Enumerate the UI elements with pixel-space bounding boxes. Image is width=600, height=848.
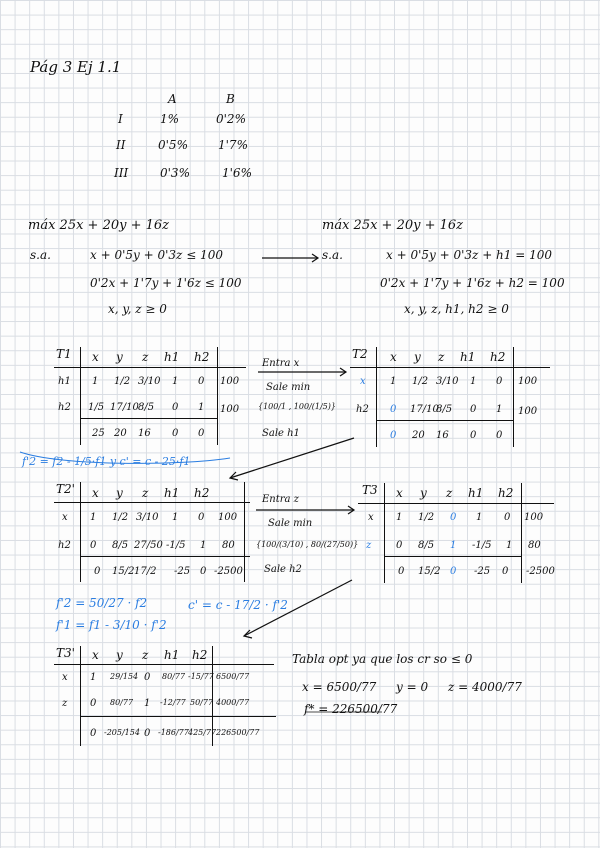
t1-h-y: y	[116, 350, 123, 364]
t1-r2-x: 1/5	[88, 402, 105, 413]
t2-r2-basis: h2	[356, 404, 369, 415]
t2p-r2-h2: 1	[200, 540, 207, 551]
t2-r2-rhs: 100	[518, 406, 538, 417]
left-st-label: s.a.	[30, 248, 51, 262]
t3-h-h2: h2	[498, 486, 514, 500]
left-constraint-1: x + 0'5y + 0'3z ≤ 100	[90, 248, 223, 262]
left-objective: máx 25x + 20y + 16z	[28, 218, 170, 233]
t3p-r1-rhs: 6500/77	[216, 672, 250, 681]
t3p-r3-y: -205/154	[104, 728, 140, 737]
t1-r1-z: 3/10	[138, 376, 161, 387]
t1-r1-basis: h1	[58, 376, 71, 387]
solution-x: x = 6500/77	[302, 680, 377, 694]
t1-r2-basis: h2	[58, 402, 71, 413]
t3p-r2-y: 80/77	[110, 698, 134, 707]
t2-r3-h1: 0	[470, 430, 477, 441]
t3-r2-h2: 1	[506, 540, 513, 551]
t3-r1-h1: 1	[476, 512, 483, 523]
t2-r1-basis: x	[360, 376, 366, 387]
right-constraint-3: x, y, z, h1, h2 ≥ 0	[404, 302, 509, 316]
t3p-r2-z: 1	[144, 698, 151, 709]
t3p-title: T3'	[56, 646, 75, 660]
t2-r2-x: 0	[390, 404, 397, 415]
t3-title: T3	[362, 483, 378, 497]
note-entra-z: Entra z	[262, 494, 299, 505]
t3p-h-h2: h2	[192, 648, 208, 662]
t1-r1-h1: 1	[172, 376, 179, 387]
note-sale-min: Sale min	[266, 382, 311, 393]
t2p-h-y: y	[116, 486, 123, 500]
t2p-r1-h1: 1	[172, 512, 179, 523]
cell-1a: 1%	[160, 112, 180, 126]
t2-h-h1: h1	[460, 350, 476, 364]
t3-r2-y: 8/5	[418, 540, 435, 551]
t3-h-z: z	[446, 486, 453, 500]
row-label-3: III	[114, 166, 129, 180]
t3-r2-x: 0	[396, 540, 403, 551]
blue-note-2b: f'1 = f1 - 3/10 · f'2	[56, 618, 167, 632]
t2p-r1-z: 3/10	[136, 512, 159, 523]
right-constraint-1: x + 0'5y + 0'3z + h1 = 100	[386, 248, 553, 262]
t2p-r3-x: 0	[94, 566, 101, 577]
t2p-r1-h2: 0	[198, 512, 205, 523]
t2p-r3-z: 17/2	[134, 566, 157, 577]
t3-r2-h1: -1/5	[472, 540, 492, 551]
t3-r1-rhs: 100	[524, 512, 544, 523]
t3p-r1-y: 29/154	[110, 672, 139, 681]
t2-r1-y: 1/2	[412, 376, 429, 387]
left-constraint-2: 0'2x + 1'7y + 1'6z ≤ 100	[90, 276, 242, 290]
note-sale-min-2: Sale min	[268, 518, 313, 529]
solution-f: f* = 226500/77	[304, 702, 398, 716]
t1-r3-h1: 0	[172, 428, 179, 439]
t2p-h-h1: h1	[164, 486, 180, 500]
note-ratio-1: {100/1 , 100/(1/5)}	[258, 402, 336, 411]
note-sale-h2: Sale h2	[264, 564, 302, 575]
t2p-r2-rhs: 80	[222, 540, 235, 551]
t3-r3-h1: -25	[474, 566, 491, 577]
t1-r3-x: 25	[92, 428, 105, 439]
t3p-h-y: y	[116, 648, 123, 662]
t2p-r1-x: 1	[90, 512, 97, 523]
t2p-r2-basis: h2	[58, 540, 71, 551]
note-entra-x: Entra x	[262, 358, 300, 369]
t2-r3-x: 0	[390, 430, 397, 441]
t3-h-h1: h1	[468, 486, 484, 500]
t1-r1-y: 1/2	[114, 376, 131, 387]
t2p-r1-rhs: 100	[218, 512, 238, 523]
t1-h-h1: h1	[164, 350, 180, 364]
t1-h-x: x	[92, 350, 99, 364]
t3-r1-h2: 0	[504, 512, 511, 523]
t3-h-y: y	[420, 486, 427, 500]
t3p-r2-h1: -12/77	[160, 698, 186, 707]
t3-r1-z: 0	[450, 512, 457, 523]
t3p-r1-basis: x	[62, 672, 68, 683]
cell-3a: 0'3%	[160, 166, 190, 180]
t3p-r1-h1: 80/77	[162, 672, 186, 681]
t1-r3-y: 20	[114, 428, 127, 439]
t2-r1-h2: 0	[496, 376, 503, 387]
t1-r2-h1: 0	[172, 402, 179, 413]
note-sale-h1: Sale h1	[262, 428, 300, 439]
t3p-r2-x: 0	[90, 698, 97, 709]
t2-r2-y: 17/10	[410, 404, 439, 415]
t2p-h-h2: h2	[194, 486, 210, 500]
blue-note-2a: f'2 = 50/27 · f2	[56, 596, 148, 610]
t2-r1-h1: 1	[470, 376, 477, 387]
cell-1b: 0'2%	[216, 112, 246, 126]
t3-h-x: x	[396, 486, 403, 500]
t2p-h-x: x	[92, 486, 99, 500]
t3p-h-z: z	[142, 648, 149, 662]
t1-r1-rhs: 100	[220, 376, 240, 387]
t3-r1-y: 1/2	[418, 512, 435, 523]
col-b-label: B	[226, 92, 235, 106]
t3-r3-z: 0	[450, 566, 457, 577]
t2p-r2-y: 8/5	[112, 540, 129, 551]
t2p-title: T2'	[56, 482, 75, 496]
t3-r2-rhs: 80	[528, 540, 541, 551]
t2p-r3-rhs: -2500	[214, 566, 243, 577]
t3p-h-x: x	[92, 648, 99, 662]
t3-r2-z: 1	[450, 540, 457, 551]
t3p-r3-rhs: 226500/77	[216, 728, 260, 737]
note-ratio-2: {100/(3/10) , 80/(27/50)}	[256, 540, 359, 549]
t2p-r3-y: 15/2	[112, 566, 135, 577]
t2-title: T2	[352, 347, 368, 361]
row-label-1: I	[118, 112, 123, 126]
t3-r1-x: 1	[396, 512, 403, 523]
t3p-r1-x: 1	[90, 672, 97, 683]
t2-r3-z: 16	[436, 430, 449, 441]
left-constraint-3: x, y, z ≥ 0	[108, 302, 167, 316]
t3p-r1-h2: -15/77	[188, 672, 214, 681]
t1-h-z: z	[142, 350, 149, 364]
t1-r1-x: 1	[92, 376, 99, 387]
t3-r3-rhs: -2500	[526, 566, 555, 577]
t2p-h-z: z	[142, 486, 149, 500]
t1-r2-rhs: 100	[220, 404, 240, 415]
t3p-r2-h2: 50/77	[190, 698, 214, 707]
solution-y: y = 0	[396, 680, 429, 694]
cell-3b: 1'6%	[222, 166, 252, 180]
t3p-r1-z: 0	[144, 672, 151, 683]
cell-2b: 1'7%	[218, 138, 248, 152]
t2p-r3-h2: 0	[200, 566, 207, 577]
cell-2a: 0'5%	[158, 138, 188, 152]
right-constraint-2: 0'2x + 1'7y + 1'6z + h2 = 100	[380, 276, 565, 290]
t3-r3-x: 0	[398, 566, 405, 577]
t2-r3-y: 20	[412, 430, 425, 441]
t3-r2-basis: z	[366, 540, 372, 551]
t3p-r3-z: 0	[144, 728, 151, 739]
t3p-r3-h1: -186/77	[158, 728, 189, 737]
t1-r3-z: 16	[138, 428, 151, 439]
t3-r3-y: 15/2	[418, 566, 441, 577]
t1-r2-z: 8/5	[138, 402, 155, 413]
t2p-r1-y: 1/2	[112, 512, 129, 523]
t3p-r2-basis: z	[62, 698, 68, 709]
optimal-note: Tabla opt ya que los cr so ≤ 0	[292, 652, 473, 666]
t2-r2-h2: 1	[496, 404, 503, 415]
t2-h-h2: h2	[490, 350, 506, 364]
t1-r2-h2: 1	[198, 402, 205, 413]
t2-r2-z: 8/5	[436, 404, 453, 415]
t1-r1-h2: 0	[198, 376, 205, 387]
row-label-2: II	[116, 138, 126, 152]
t2-h-y: y	[414, 350, 421, 364]
t1-title: T1	[56, 347, 72, 361]
blue-note-2c: c' = c - 17/2 · f'2	[188, 598, 288, 612]
t2-r1-z: 3/10	[436, 376, 459, 387]
t2-r2-h1: 0	[470, 404, 477, 415]
t2p-r3-h1: -25	[174, 566, 191, 577]
t2-h-x: x	[390, 350, 397, 364]
t1-r3-h2: 0	[198, 428, 205, 439]
t3p-h-h1: h1	[164, 648, 180, 662]
t2p-r2-x: 0	[90, 540, 97, 551]
t2-r1-rhs: 100	[518, 376, 538, 387]
t1-r2-y: 17/10	[110, 402, 139, 413]
t1-h-h2: h2	[194, 350, 210, 364]
right-st-label: s.a.	[322, 248, 343, 262]
t3-r3-h2: 0	[502, 566, 509, 577]
page-title: Pág 3 Ej 1.1	[30, 58, 122, 76]
right-objective: máx 25x + 20y + 16z	[322, 218, 464, 233]
t2-r1-x: 1	[390, 376, 397, 387]
t2-h-z: z	[438, 350, 445, 364]
t2p-r2-h1: -1/5	[166, 540, 186, 551]
t3p-r2-rhs: 4000/77	[216, 698, 250, 707]
col-a-label: A	[168, 92, 177, 106]
blue-note-1: f'2 = f2 - 1/5·f1 y c' = c - 25·f1	[22, 455, 191, 468]
t2-r3-h2: 0	[496, 430, 503, 441]
solution-z: z = 4000/77	[448, 680, 522, 694]
t2p-r1-basis: x	[62, 512, 68, 523]
t3-r1-basis: x	[368, 512, 374, 523]
t3p-r3-x: 0	[90, 728, 97, 739]
t2p-r2-z: 27/50	[134, 540, 163, 551]
t3p-r3-h2: 425/77	[188, 728, 217, 737]
